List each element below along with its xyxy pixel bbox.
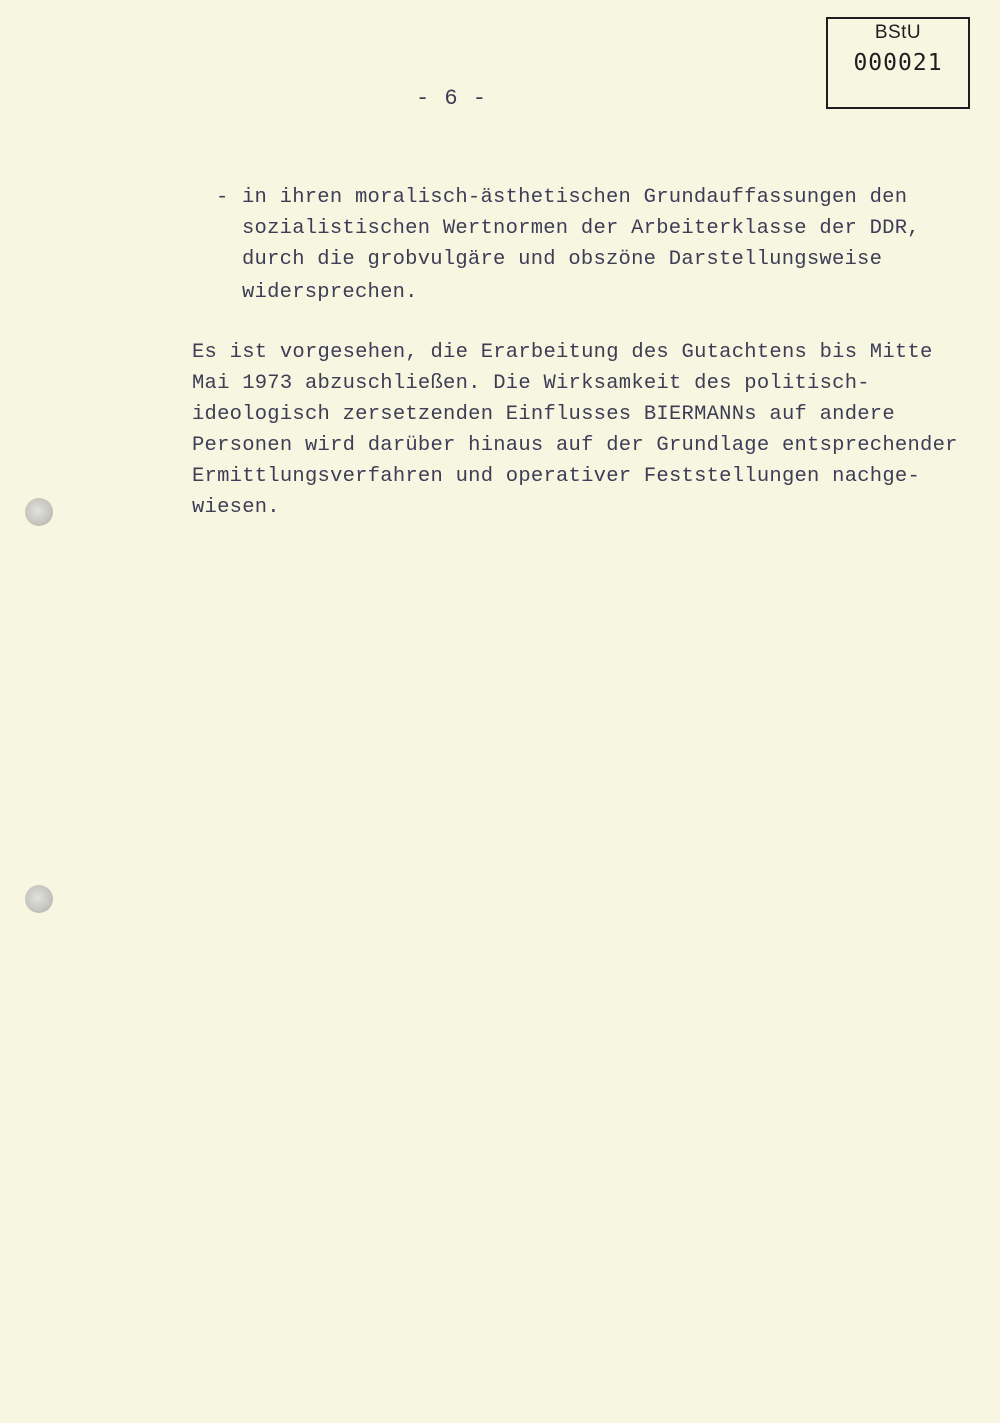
bullet-line: widersprechen. [242, 281, 418, 304]
page-number: - 6 - [416, 86, 488, 111]
bullet-line: in ihren moralisch-ästhetischen Grundauffassungen den [242, 186, 908, 209]
stamp-number: 000021 [853, 50, 943, 76]
paragraph-line: Mai 1973 abzuschließen. Die Wirksamkeit des politisch- [192, 372, 870, 395]
punch-hole [25, 498, 53, 526]
punch-hole [25, 885, 53, 913]
paragraph-line: ideologisch zersetzenden Einflusses BIERMANNs auf andere [192, 403, 895, 426]
archive-stamp [826, 17, 970, 109]
paragraph-line: wiesen. [192, 496, 280, 519]
paragraph-line: Personen wird darüber hinaus auf der Grundlage entsprechender [192, 434, 958, 457]
stamp-label: BStU [874, 22, 922, 43]
paragraph-line: Ermittlungsverfahren und operativer Feststellungen nachge- [192, 465, 921, 488]
bullet-line: sozialistischen Wertnormen der Arbeiterklasse der DDR, [242, 217, 920, 240]
bullet-line: durch die grobvulgäre und obszöne Darstellungsweise [242, 248, 883, 271]
paragraph-line: Es ist vorgesehen, die Erarbeitung des Gutachtens bis Mitte [192, 341, 933, 364]
bullet-marker: - [216, 186, 229, 209]
